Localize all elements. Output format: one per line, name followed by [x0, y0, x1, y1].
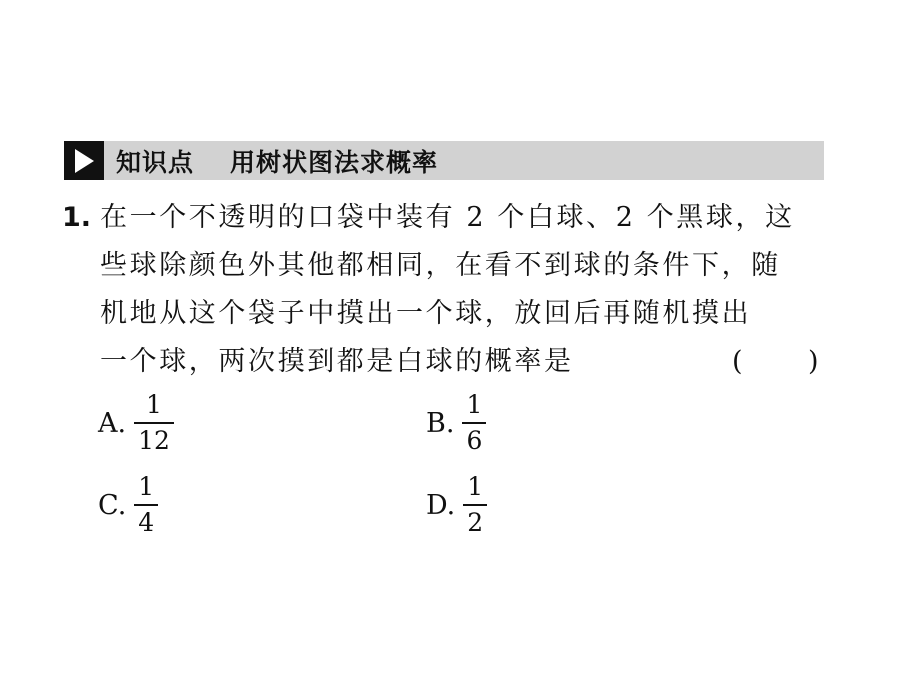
- fraction: [134, 472, 158, 538]
- option-letter: B.: [426, 407, 455, 439]
- section-header: [64, 141, 824, 180]
- fraction-bar: [134, 504, 158, 506]
- fraction: [462, 390, 486, 456]
- numerator: 1: [146, 390, 162, 419]
- section-label: 知识点: [116, 147, 195, 177]
- option-letter: C.: [98, 489, 127, 521]
- answer-blank: ( ): [732, 346, 821, 377]
- question-line: 机地从这个袋子中摸出一个球，放回后再随机摸出: [100, 298, 752, 329]
- fraction-bar: [134, 422, 174, 424]
- play-triangle-icon: [64, 141, 104, 180]
- question-line: 一个球，两次摸到都是白球的概率是: [100, 346, 574, 377]
- denominator: 12: [138, 426, 170, 455]
- denominator: 4: [138, 508, 155, 537]
- denominator: 6: [466, 426, 483, 455]
- fraction: [134, 390, 174, 456]
- question-number: 1.: [62, 202, 92, 233]
- denominator: 2: [467, 508, 484, 537]
- option-d: [426, 472, 487, 538]
- option-c: [98, 472, 158, 538]
- numerator: 1: [466, 390, 483, 419]
- question-line: 些球除颜色外其他都相同，在看不到球的条件下，随: [100, 250, 781, 281]
- option-b: [426, 390, 486, 456]
- numerator: 1: [467, 472, 484, 501]
- question-line: 在一个不透明的口袋中装有 2 个白球、2 个黑球，这: [100, 202, 795, 233]
- option-letter: D.: [426, 489, 456, 521]
- numerator: 1: [138, 472, 155, 501]
- section-topic: 用树状图法求概率: [230, 147, 439, 177]
- option-letter: A.: [98, 407, 127, 439]
- fraction-bar: [463, 504, 487, 506]
- fraction-bar: [462, 422, 486, 424]
- fraction: [463, 472, 487, 538]
- option-a: [98, 390, 174, 456]
